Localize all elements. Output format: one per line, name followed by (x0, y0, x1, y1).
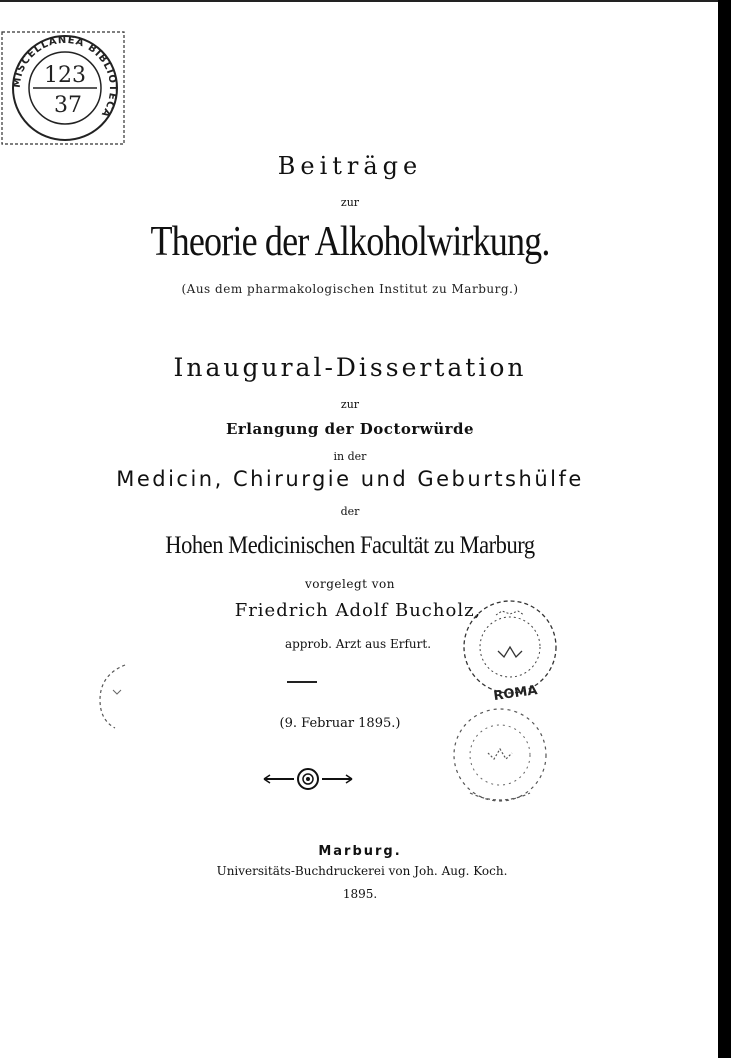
connector-zur-2: zur (340, 398, 360, 411)
title-beitraege: Beiträge (277, 152, 423, 180)
publication-year: 1895. (342, 887, 378, 901)
faculty-line: Hohen Medicinischen Facultät zu Marburg (165, 532, 535, 559)
publication-place: Marburg. (318, 844, 402, 859)
scan-edge-top (0, 0, 731, 2)
institute-note: (Aus dem pharmakologischen Institut zu Marburg.) (181, 282, 519, 296)
submission-date: (9. Februar 1895.) (279, 716, 401, 731)
author-title: approb. Arzt aus Erfurt. (284, 637, 432, 651)
connector-der: der (340, 505, 360, 518)
dissertation-heading: Inaugural-Dissertation (173, 353, 527, 382)
rome-stamp-icon (458, 585, 563, 710)
degree-line: Erlangung der Doctorwürde (225, 420, 475, 438)
main-title: Theorie der Alkoholwirkung. (150, 219, 550, 265)
library-stamp-icon (0, 30, 130, 150)
rome-stamp-text: ROMA (492, 683, 539, 705)
faint-partial-stamp-icon (95, 660, 155, 730)
author-name: Friedrich Adolf Bucholz, (234, 600, 482, 621)
connector-in-der: in der (333, 450, 367, 463)
ornament-icon (258, 767, 358, 791)
connector-zur-1: zur (340, 196, 360, 209)
faint-round-stamp-icon (430, 705, 560, 810)
library-stamp-number-1: 123 (44, 63, 86, 88)
submitted-by-line: vorgelegt von (304, 577, 395, 591)
fields-line: Medicin, Chirurgie und Geburtshülfe (116, 467, 584, 491)
printer-line: Universitäts-Buchdruckerei von Joh. Aug. Koch. (216, 864, 508, 878)
divider-dash (287, 681, 317, 683)
scan-edge-right (718, 0, 731, 1058)
library-stamp-number-2: 37 (54, 93, 82, 118)
library-stamp-text: MISCELLANEA BIBLIOTECA (11, 34, 119, 120)
